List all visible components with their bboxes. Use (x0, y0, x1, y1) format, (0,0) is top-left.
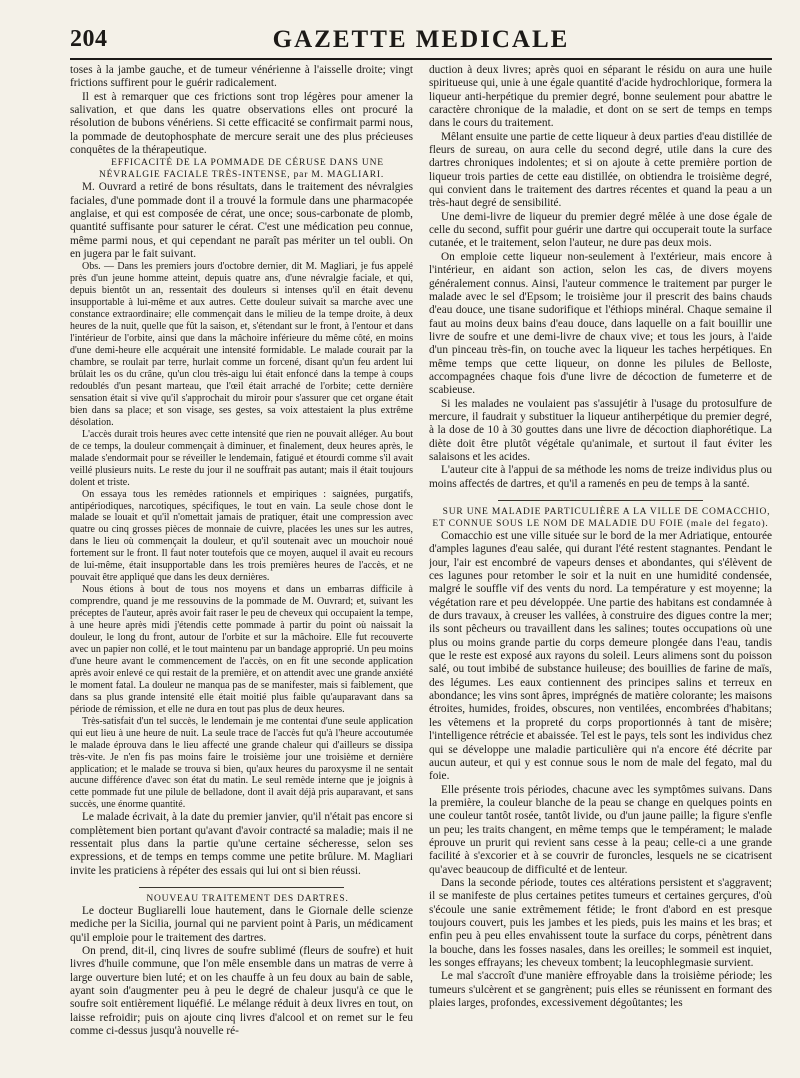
paragraph: On emploie cette liqueur non-seulement à l'extérieur, mais encore à l'intérieur, en aidant son action, selon les cas, de divers moyens généralement connus. Ainsi, l'auteur commence le traitement par purger le malade avec le sel d'Epsom; le troisième jour il prescrit des bains chauds d'eau douce, une tisane sudorifique et l'éthiops minéral. Chaque semaine il faut au moins deux bains d'eau douce, dans laquelle on a fait bouillir une livre de soufre et une demi-livre de chaux vive; et tous les jours, à l'aide d'un pinceau très-fin, on touche avec la liqueur les taches herpétiques. En même temps que cette liqueur, on donne les pilules de Belloste, accompagnées chaque fois d'une livre de décoction de fumeterre et de scabieuse. (429, 250, 772, 397)
left-column (70, 64, 413, 1070)
page-number: 204 (70, 26, 108, 52)
paragraph: L'auteur cite à l'appui de sa méthode les noms de treize individus plus ou moins affectés de dartres, et qu'il a ramenés en peu de temps à la santé. (429, 464, 772, 490)
paragraph: duction à deux livres; après quoi en séparant le résidu on aura une huile spiritueuse qui, unie à une égale quantité d'acide hydrochlorique, formera la liqueur anti-herpétique du premier degré, bonne seulement pour abattre le caractère chronique de la maladie, et dont on se sert de temps en temps dans le cours du traitement. (429, 64, 772, 130)
paragraph: Le docteur Bugliarelli loue hautement, dans le Giornale delle scienze mediche per la Sicilia, journal qui ne parvient point à Paris, un médicament qu'il emploie pour le traitement des dartres. (70, 905, 413, 944)
paragraph: Une demi-livre de liqueur du premier degré mêlée à une dose égale de celle du second, suffit pour guérir une dartre qui occuperait toute la surface cutanée, et le traitement, selon l'auteur, ne dure pas deux mois. (429, 210, 772, 250)
section-heading: SUR UNE MALADIE PARTICULIÈRE A LA VILLE DE COMACCHIO, ET CONNUE SOUS LE NOM DE MALADIE DU FOIE (male del fegato). (432, 507, 771, 529)
observation-paragraph: L'accès durait trois heures avec cette intensité que rien ne pouvait alléger. Au bout de ce temps, la douleur commençait à diminuer, et finalement, deux heures après, le malade s'endormait pour se réveiller le lendemain, fatigué et étourdi comme s'il avait veillé plusieurs nuits. Le reste du jour il ne souffrait pas autant; mais il était toujours dolent et triste. (70, 428, 413, 488)
section-heading: EFFICACITÉ DE LA POMMADE DE CÉRUSE DANS UNE NÉVRALGIE FACIALE TRÈS-INTENSE, par M. MAGLIARI. (98, 158, 385, 181)
paragraph: Le mal s'accroît d'une manière effroyable dans la troisième période; les tumeurs s'ulcèrent et se gangrènent; puis elles se réunissent en formant des plaies larges, profondes, excessivement dégoûtantes; les (429, 970, 772, 1010)
section-heading: NOUVEAU TRAITEMENT DES DARTRES. (146, 894, 349, 905)
section-rule (139, 887, 345, 888)
right-column (429, 64, 772, 1070)
paragraph: Il est à remarquer que ces frictions sont trop légères pour amener la salivation, et que dans les quatre observations elles ont procuré la résolution de bubons vénériens. Si cette efficacité se confirmait parmi nous, la pommade de deutophosphate de mercure serait une des plus précieuses conquêtes de la thérapeutique. (70, 90, 413, 157)
paragraph: Le malade écrivait, à la date du premier janvier, qu'il n'était pas encore si complètement bien portant qu'avant d'avoir contracté sa maladie; mais il ne ressentait plus dans la partie qu'une certaine sécheresse, selon ses expressions, et de temps en temps comme une petite brûlure. M. Magliari invite les praticiens à répéter des essais qui lui ont si bien réussi. (70, 811, 413, 877)
paragraph: Si les malades ne voulaient pas s'assujétir à l'usage du protosulfure de mercure, il faudrait y substituer la liqueur antiherpétique du premier degré, à la dose de 10 à 30 gouttes dans une livre de décoction diaphorétique. La diète doit être plutôt végétale qu'animale, et surtout il faut éviter les salaisons et les acides. (429, 397, 772, 463)
paragraph: Elle présente trois périodes, chacune avec les symptômes suivans. Dans la première, la couleur blanche de la peau se change en quelques points en une couleur tantôt rosée, tantôt livide, ou d'un jaune paille; la figure s'enfle un peu; les traits changent, en même temps que le tempérament; le malade éprouve un prurit qui revient sans cesse à la peau; celle-ci a une grande facilité à s'excorier et à se couvrir de furoncles, lesquels ne se cicatrisent qu'avec beaucoup de difficulté et de lenteur. (429, 783, 772, 876)
paragraph: Mêlant ensuite une partie de cette liqueur à deux parties d'eau distillée de fleurs de sureau, on aura celle du second degré, utile dans la cure des dartres chroniques indolentes; et si on ajoute à cette première portion de liqueur trois parties de cette eau distillée, on obtiendra le troisième degré, qui convient dans le traitement des dartres récentes et quand la peau a un très-haut degré de sensibilité. (429, 130, 772, 210)
observation-paragraph: On essaya tous les remèdes rationnels et empiriques : saignées, purgatifs, antipériodiques, narcotiques, spécifiques, le tout en vain. La seule chose dont le malade se louait et qu'il n'omettait jamais de pratiquer, était une compression avec quatre ou cinq grosses pièces de monnaie de cuivre, placées les unes sur les autres, dans le lieu où commençait la douleur, et qu'il soutenait avec un mouchoir noué fortement sur le front. Il faut noter toutefois que ce moyen, auquel il avait eu recours de lui-même, était insupportable dans les trois premières heures de l'accès, et ne pouvait être appliqué que dans les deux dernières. (70, 488, 413, 584)
article-columns (70, 64, 772, 1070)
journal-title: GAZETTE MEDICALE (272, 26, 570, 53)
paragraph: Dans la seconde période, toutes ces altérations persistent et s'aggravent; il se manifeste de plus certaines petites tumeurs et certaines gerçures, d'où s'écoule une sanie extrêmement fétide; le front d'abord en est presque toujours couvert, puis les jambes et les pieds, puis les mains et les bras; et enfin peu à peu elles envahissent toute la surface du corps, pénètrent dans la bouche, dans les fosses nasales, dans les oreilles; le sommeil est inquiet, les songes effrayans; les cheveux tombent; la leucophlegmasie survient. (429, 876, 772, 969)
paragraph: Comacchio est une ville située sur le bord de la mer Adriatique, entourée d'amples lagunes d'eau salée, qui durant l'été restent stagnantes. Pendant le jour, l'air est encombré de vapeurs denses et abondantes, qui s'élèvent de ces lagunes pour retomber le soir et la nuit en une humidité condensée, malgré le souffle vif des vents du nord. La température y est moyenne; la végétation rare et peu développée. Une partie des habitans est condamnée à de durs travaux, à creuser les vallées, à construire des digues contre la mer; ils sont pêcheurs ou travaillent dans les salines; toutes occupations où une plus ou moins grande partie du corps demeure plongée dans l'eau, tandis que le reste est exposé aux rayons du soleil. Leurs alimens sont du poisson salé, ou tout imbibé de substance huileuse; des bouillies de farine de maïs, des légumes. Les eaux contiennent des principes salins et terreux en abondance; les vins sont âpres, imprégnés de matière colorante; les maisons étroites, humides, froides, obscures, non ventilées, encombrées d'habitans; les vêtemens et la propreté du corps proportionnés à tant de misère; l'intelligence rétrécie et abaissée. Tel est le pays, tels sont les individus chez qui se développe une maladie particulière qui n'a encore été décrite par aucun auteur, et qui y est connue sous le nom de male del fegato, mal du foie. (429, 530, 772, 783)
paragraph: M. Ouvrard a retiré de bons résultats, dans le traitement des névralgies faciales, d'une pommade dont il a trouvé la formule dans une pharmacopée anglaise, et qui est composée de cérat, une once; sous-carbonate de plomb, quantité suffisante pour saturer le cérat. C'est une médication peu connue, même parmi nous, et qui cependant ne paraît pas mériter un tel oubli. On en jugera par le fait suivant. (70, 181, 413, 261)
paragraph: On prend, dit-il, cinq livres de soufre sublimé (fleurs de soufre) et huit livres d'huile commune, que l'on mêle ensemble dans un matras de verre à large ouverture bien luté; et on les chauffe à un feu doux au bain de sable, ayant soin d'augmenter peu à peu le degré de chaleur jusqu'à ce que le soufre soit entièrement liquéfié. Le mélange réduit à deux livres en tout, on laisse refroidir; puis on ajoute cinq livres d'alcool et on remet sur le feu comme ci-dessus jusqu'à nouvelle ré- (70, 945, 413, 1038)
page-header (70, 18, 772, 60)
section-rule (498, 500, 704, 501)
observation-paragraph: Nous étions à bout de tous nos moyens et dans un embarras difficile à comprendre, quand je me ressouvins de la pommade de M. Ouvrard; et, suivant les préceptes de l'auteur, après avoir fait raser le peu de cheveux qui occupaient la tempe, à une heure après midi j'étendis cette pommade à partir du point où naissait la douleur, le long du front, autour de l'orbite et sur la mâchoire. Elle fut recouverte avec un papier non collé, et le tout maintenu par un bandage approprié. Un peu moins d'une heure avant le commencement de l'accès, on en fit une seconde application après avoir enlevé ce qui restait de la première, et on attendit avec une grande anxiété le moment fatal. La douleur ne manqua pas de se manifester, mais si faiblement, que dans sa plus grande intensité elle était moitié plus faible qu'auparavant dans sa période de rémission, et elle ne dura en tout pas plus de deux heures. (70, 584, 413, 715)
observation-paragraph: Obs. — Dans les premiers jours d'octobre dernier, dit M. Magliari, je fus appelé près d'un jeune homme atteint, depuis quatre ans, d'une névralgie faciale, et qui, depuis bientôt un an, ressentait des douleurs si intenses qu'il en était devenu insupportable à lui-même et aux autres. Cette douleur suivait sa marche avec une constance extraordinaire; elle commençait dans le milieu de la tempe droite, à deux heures de la nuit, quelle que fût la saison, et, s'étendant sur le front, à l'entour et dans l'intérieur de l'orbite, ainsi que dans la mâchoire inférieure du même côté, en moins d'une demi-heure elle acquérait une intensité formidable. Le malade courait par la chambre, se roulait par terre, hurlait comme un forcené, disant qu'un feu ardent lui brûlait les os du crâne, qu'un clou très-aigu lui était enfoncé dans la tempe à coups redoublés d'un pesant marteau, que l'œil était arraché de l'orbite; cette dernière sensation était si vive qu'il s'approchait du miroir pour s'assurer que cet organe était bien dans sa place; et son visage, ses gestes, sa voix attestaient la plus extrême désolation. (70, 261, 413, 428)
paragraph: toses à la jambe gauche, et de tumeur vénérienne à l'aisselle droite; vingt frictions suffirent pour le guérir radicalement. (70, 64, 413, 90)
observation-paragraph: Très-satisfait d'un tel succès, le lendemain je me contentai d'une seule application qui eut lieu à une heure de nuit. La seule trace de l'accès fut qu'à l'heure accoutumée le malade éprouva dans le lieu affecté une grande chaleur qui d'ailleurs se dissipa très-vite. Je n'en fis pas moins faire le troisième jour une troisième et dernière application; et le malade se trouva si bien, qu'aux heures du paroxysme il ne sentait aucune différence d'avec son état du matin. Le seul remède interne que je joignis à cette pommade fut une pilule de belladone, dont il avait déjà pris auparavant, et sans succès, une énorme quantité. (70, 715, 413, 811)
